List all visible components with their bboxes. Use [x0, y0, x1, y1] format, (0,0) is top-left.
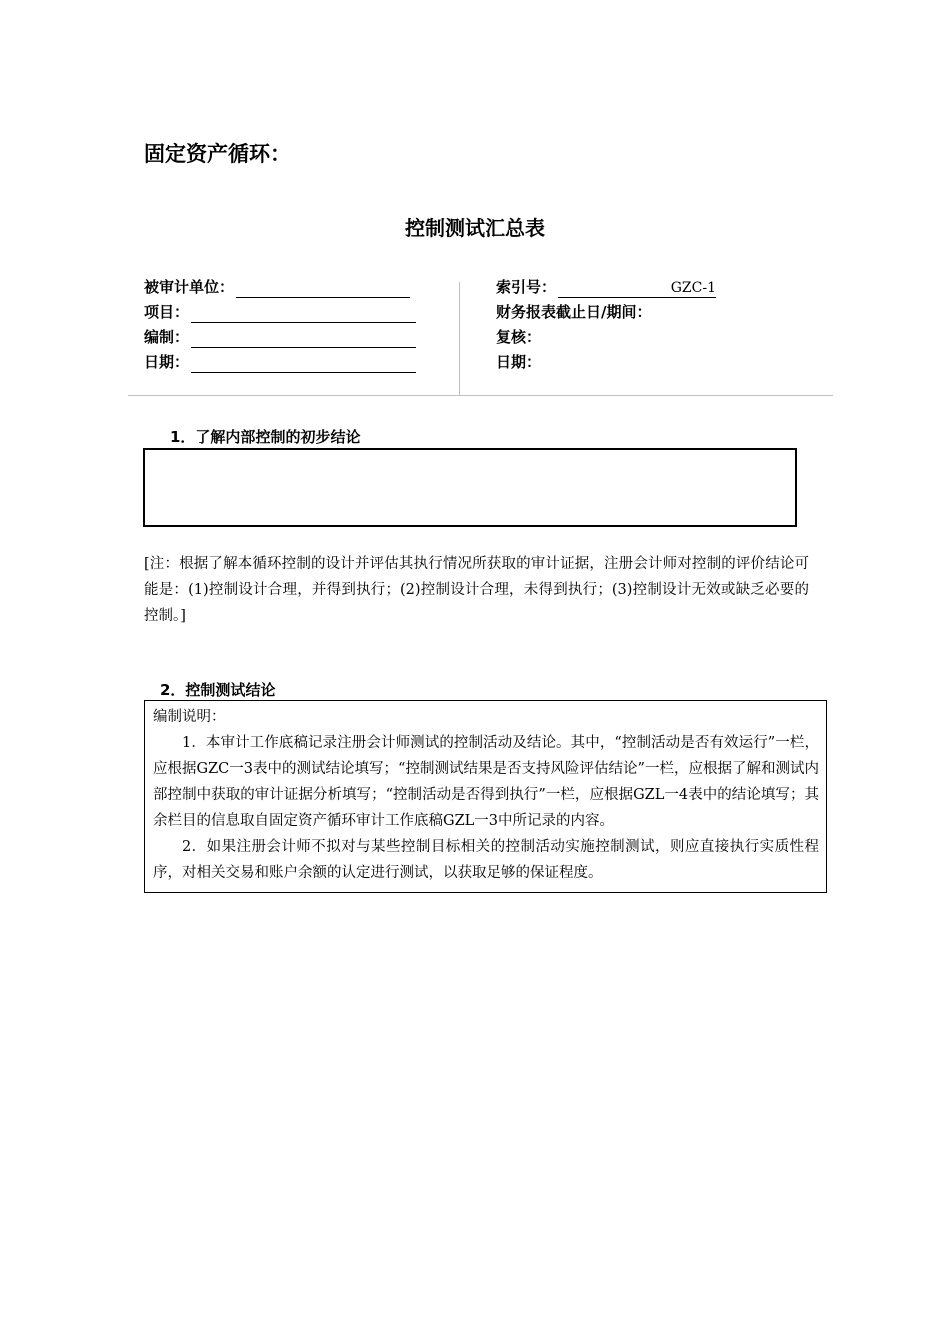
instruction-item-1: 1．本审计工作底稿记录注册会计师测试的控制活动及结论。其中，“控制活动是否有效运行”一栏，应根据GZC一3表中的测试结论填写；“控制测试结果是否支持风险评估结论”一栏，应根据了解和测试内部控制中获取的审计证据分析填写；“控制活动是否得到执行”一栏，应根据GZL一4表中的结论填写；其余栏目的信息取自固定资产循环审计工作底稿GZL一3中所记录的内容。: [153, 735, 819, 829]
audited-unit-row: [144, 275, 416, 300]
instructions-box: [144, 700, 827, 893]
instructions-heading: 编制说明：: [153, 709, 226, 725]
reviewed-by-row: [496, 325, 716, 350]
instruction-item-2: 2．如果注册会计师不拟对与某些控制目标相关的控制活动实施控制测试，则应直接执行实质性程序，对相关交易和账户余额的认定进行测试，以获取足够的保证程度。: [153, 839, 819, 881]
header-left: [144, 275, 416, 375]
part2-title: 2．控制测试结论: [160, 681, 276, 699]
index-row: [496, 275, 716, 300]
section-title: 固定资产循环：: [144, 142, 291, 166]
project-label: 项目：: [144, 303, 190, 321]
prepared-by-field[interactable]: [191, 330, 416, 348]
audited-unit-label: 被审计单位：: [144, 278, 235, 296]
index-value[interactable]: GZC-1: [558, 280, 716, 298]
date-label-right: 日期：: [496, 353, 542, 371]
reviewed-by-label: 复核：: [496, 328, 542, 346]
period-row: [496, 300, 716, 325]
date-field-left[interactable]: [191, 355, 416, 373]
header-right: [496, 275, 716, 375]
prepared-by-label: 编制：: [144, 328, 190, 346]
preliminary-conclusion-box[interactable]: [143, 448, 797, 527]
date-row-right: [496, 350, 716, 375]
header-vertical-divider: [459, 282, 460, 396]
project-row: [144, 300, 416, 325]
audited-unit-field[interactable]: [236, 280, 410, 298]
document-title: 控制测试汇总表: [405, 216, 545, 240]
part1-note: [注：根据了解本循环控制的设计并评估其执行情况所获取的审计证据，注册会计师对控制的评价结论可能是：(1)控制设计合理，并得到执行；(2)控制设计合理，未得到执行；(3)控制设计无效或缺乏必要的控制。]: [144, 556, 809, 624]
prepared-by-row: [144, 325, 416, 350]
header-horizontal-divider: [128, 395, 833, 396]
part1-title: 1．了解内部控制的初步结论: [170, 428, 361, 446]
date-label-left: 日期：: [144, 353, 190, 371]
index-label: 索引号：: [496, 278, 557, 296]
period-label: 财务报表截止日/期间：: [496, 303, 652, 321]
date-row-left: [144, 350, 416, 375]
project-field[interactable]: [191, 305, 416, 323]
